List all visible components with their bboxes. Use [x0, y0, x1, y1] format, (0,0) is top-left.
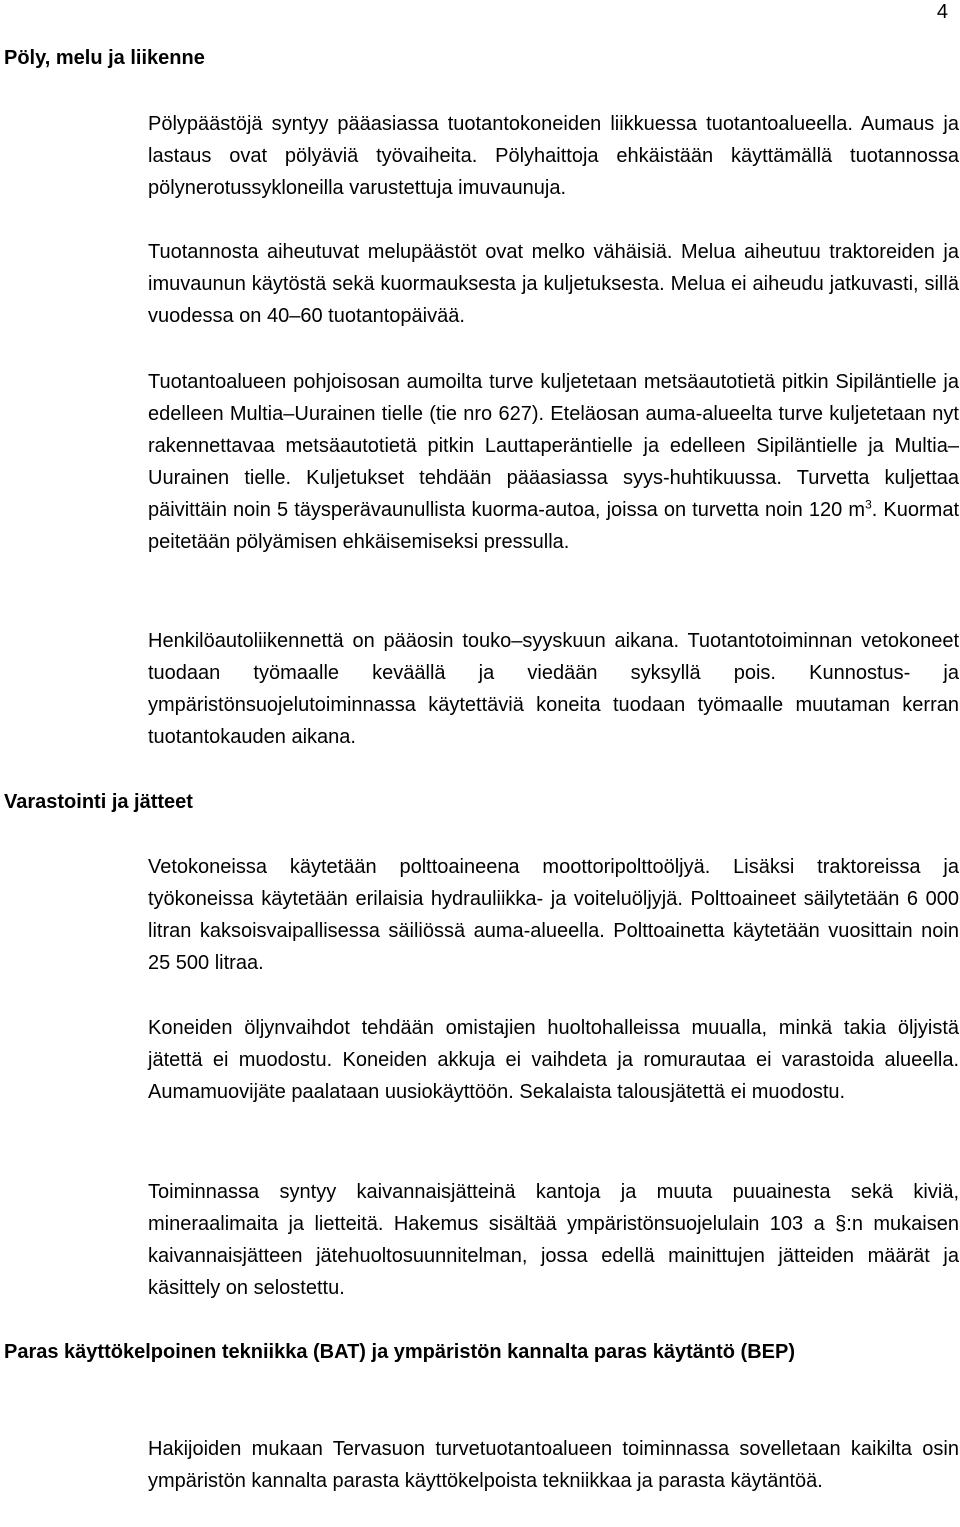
paragraph-dust: Pölypäästöjä syntyy pääasiassa tuotantokoneiden liikkuessa tuotantoalueella. Aumaus ja lastaus ovat pölyäviä työvaiheita. Pölyhaittoja ehkäistään käyttämällä tuotannossa pölynerotussykloneilla varustettuja imuvaunuja.	[148, 113, 959, 199]
page-number: 4	[936, 1, 948, 23]
unit-superscript: 3	[865, 497, 872, 512]
paragraph-noise: Tuotannosta aiheutuvat melupäästöt ovat melko vähäisiä. Melua aiheutuu traktoreiden ja imuvaunun käytöstä sekä kuormauksesta ja kuljetuksesta. Melua ei aiheudu jatkuvasti, sillä vuodessa on 40–60 tuotantopäivää.	[148, 241, 959, 327]
paragraph-bat: Hakijoiden mukaan Tervasuon turvetuotantoalueen toiminnassa sovelletaan kaikilta osin ympäristön kannalta parasta käyttökelpoista tekniikkaa ja parasta käytäntöä.	[148, 1438, 959, 1492]
section-heading-storage: Varastointi ja jätteet	[4, 791, 193, 813]
section-heading-poly: Pöly, melu ja liikenne	[4, 47, 205, 69]
transport-text-end: . Kuormat peitetään pölyämisen ehkäisemiseksi pressulla.	[148, 499, 960, 553]
paragraph-fuel: Vetokoneissa käytetään polttoaineena moottoripolttoöljyä. Lisäksi traktoreissa ja työkoneissa käytetään erilaisia hydrauliikka- ja voiteluöljyjä. Polttoaineet säilytetään 6 000 litran kaksoisvaipallisessa säiliössä auma-alueella. Polttoainetta käytetään vuosittain noin 25 500 litraa.	[148, 856, 959, 974]
paragraph-extraction-waste: Toiminnassa syntyy kaivannaisjätteinä kantoja ja muuta puuainesta sekä kiviä, mineraalimaita ja lietteitä. Hakemus sisältää ympäristönsuojelulain 103 a §:n mukaisen kaivannaisjätteen jätehuoltosuunnitelman, jossa edellä mainittujen jätteiden määrät ja käsittely on selostettu.	[148, 1181, 959, 1299]
paragraph-transport	[148, 366, 959, 558]
transport-text: Tuotantoalueen pohjoisosan aumoilta turve kuljetetaan metsäautotietä pitkin Sipiläntielle ja edelleen Multia–Uurainen tielle (tie nro 627). Eteläosan auma-alueelta turve kuljetetaan nyt rakennettavaa metsäautotietä pitkin Lauttaperäntielle ja edelleen Sipiläntielle ja Multia–Uurainen tielle. Kuljetukset tehdään pääasiassa syys-huhtikuussa. Turvetta kuljettaa päivittäin noin 5 täysperävaunullista kuorma-autoa, joissa on turvetta noin 120 m	[148, 371, 959, 521]
paragraph-traffic: Henkilöautoliikennettä on pääosin touko–syyskuun aikana. Tuotantotoiminnan vetokoneet tuodaan työmaalle keväällä ja viedään syksyllä pois. Kunnostus- ja ympäristönsuojelutoiminnassa käytettäviä koneita tuodaan työmaalle muutaman kerran tuotantokauden aikana.	[148, 630, 959, 748]
paragraph-oil: Koneiden öljynvaihdot tehdään omistajien huoltohalleissa muualla, minkä takia öljyistä jätettä ei muodostu. Koneiden akkuja ei vaihdeta ja romurautaa ei varastoida alueella. Aumamuovijäte paalataan uusiokäyttöön. Sekalaista talousjätettä ei muodostu.	[148, 1017, 959, 1103]
section-heading-bat: Paras käyttökelpoinen tekniikka (BAT) ja ympäristön kannalta paras käytäntö (BEP)	[4, 1341, 795, 1363]
